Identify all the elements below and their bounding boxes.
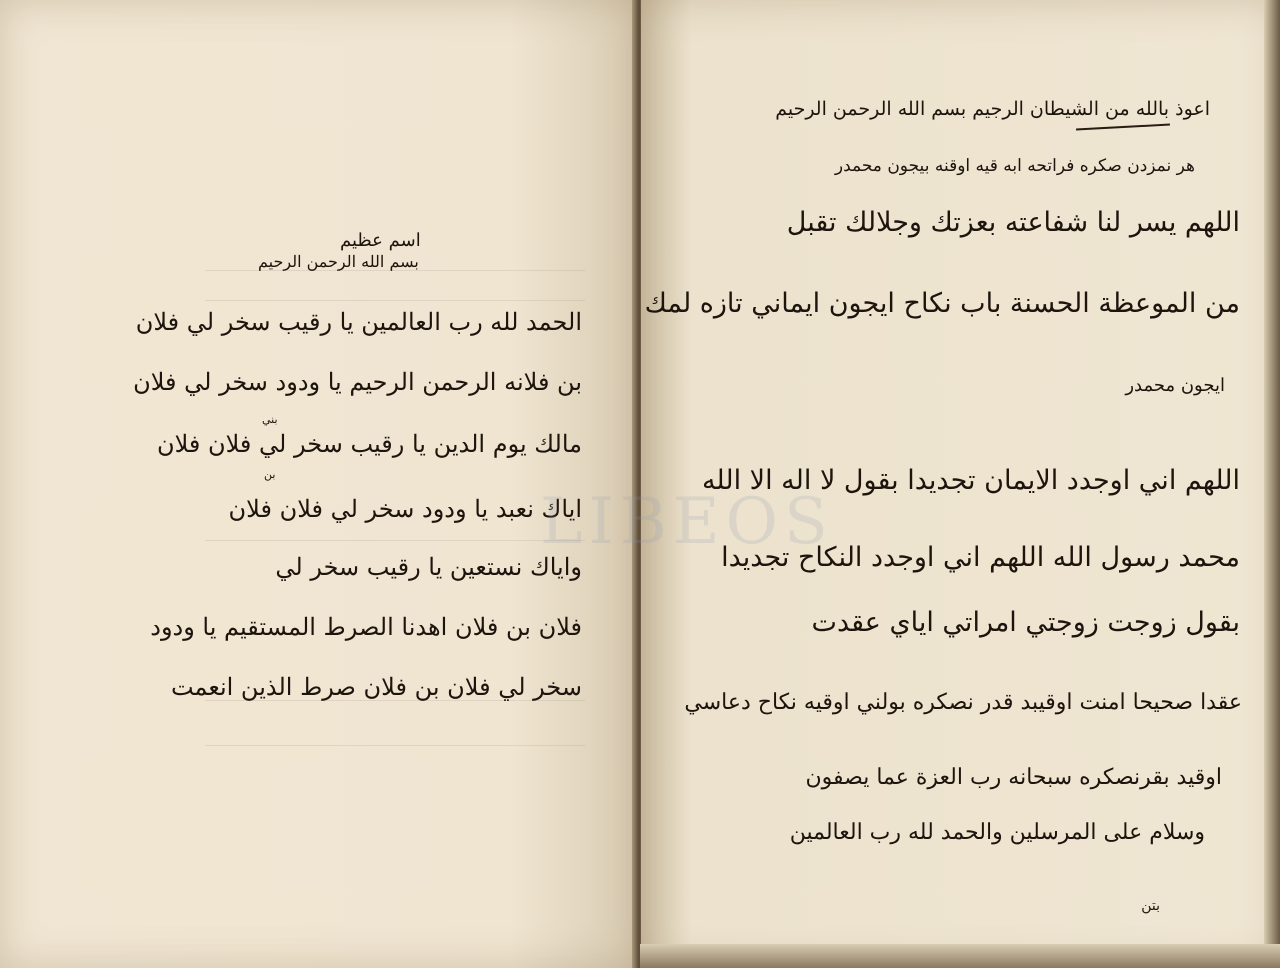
left-text-line: سخر لي فلان بن فلان صرط الذين انعمت (170, 673, 582, 701)
right-text-line: هر نمزدن صكره فراتحه ابه قيه اوقنه بيجون محمدر (834, 156, 1195, 176)
left-text-line: واياك نستعين يا رقيب سخر لي (275, 553, 582, 581)
right-text-line: اللهم اني اوجدد الايمان تجديدا بقول لا اله الا الله (701, 465, 1240, 496)
interlinear-note: بني (262, 413, 278, 426)
left-text-line: الحمد لله رب العالمين يا رقيب سخر لي فلان (135, 308, 582, 336)
left-page-title: اسم عظيم (340, 230, 421, 251)
right-text-line: من الموعظة الحسنة باب نكاح ايجون ايماني تازه لمك (644, 288, 1240, 319)
catchword: بتن (1141, 898, 1160, 914)
watermark: LIBEOS (540, 485, 834, 559)
right-text-line: اللهم يسر لنا شفاعته بعزتك وجلالك تقبل (786, 207, 1240, 238)
left-text-line: اياك نعبد يا ودود سخر لي فلان فلان (228, 495, 582, 523)
right-text-line: محمد رسول الله اللهم اني اوجدد النكاح تجديدا (721, 542, 1240, 573)
right-text-line: بقول زوجت زوجتي امراتي اياي عقدت (811, 607, 1240, 638)
right-text-line: ايجون محمدر (1125, 375, 1225, 396)
right-text-line: اعوذ بالله من الشيطان الرجيم بسم الله الرحمن الرحيم (775, 98, 1210, 120)
right-text-line: وسلام على المرسلين والحمد لله رب العالمين (789, 820, 1205, 845)
right-text-line: عقدا صحيحا امنت اوقيبد قدر نصكره بولني اوقيه نكاح دعاسي (684, 690, 1242, 715)
left-page (0, 0, 637, 968)
right-book-edge (1264, 0, 1280, 968)
left-text-line: فلان بن فلان اهدنا الصرط المستقيم يا ودود (150, 613, 582, 641)
interlinear-note: بن (264, 468, 276, 481)
left-text-line: مالك يوم الدين يا رقيب سخر لي فلان فلان (156, 430, 582, 458)
right-text-line: اوقيد بقرنصكره سبحانه رب العزة عما يصفون (805, 765, 1222, 790)
right-page (641, 0, 1280, 968)
left-text-line: بن فلانه الرحمن الرحيم يا ودود سخر لي فلان (133, 368, 582, 396)
left-page-basmala: بسم الله الرحمن الرحيم (258, 252, 419, 271)
page-bottom-edge (640, 944, 1280, 968)
